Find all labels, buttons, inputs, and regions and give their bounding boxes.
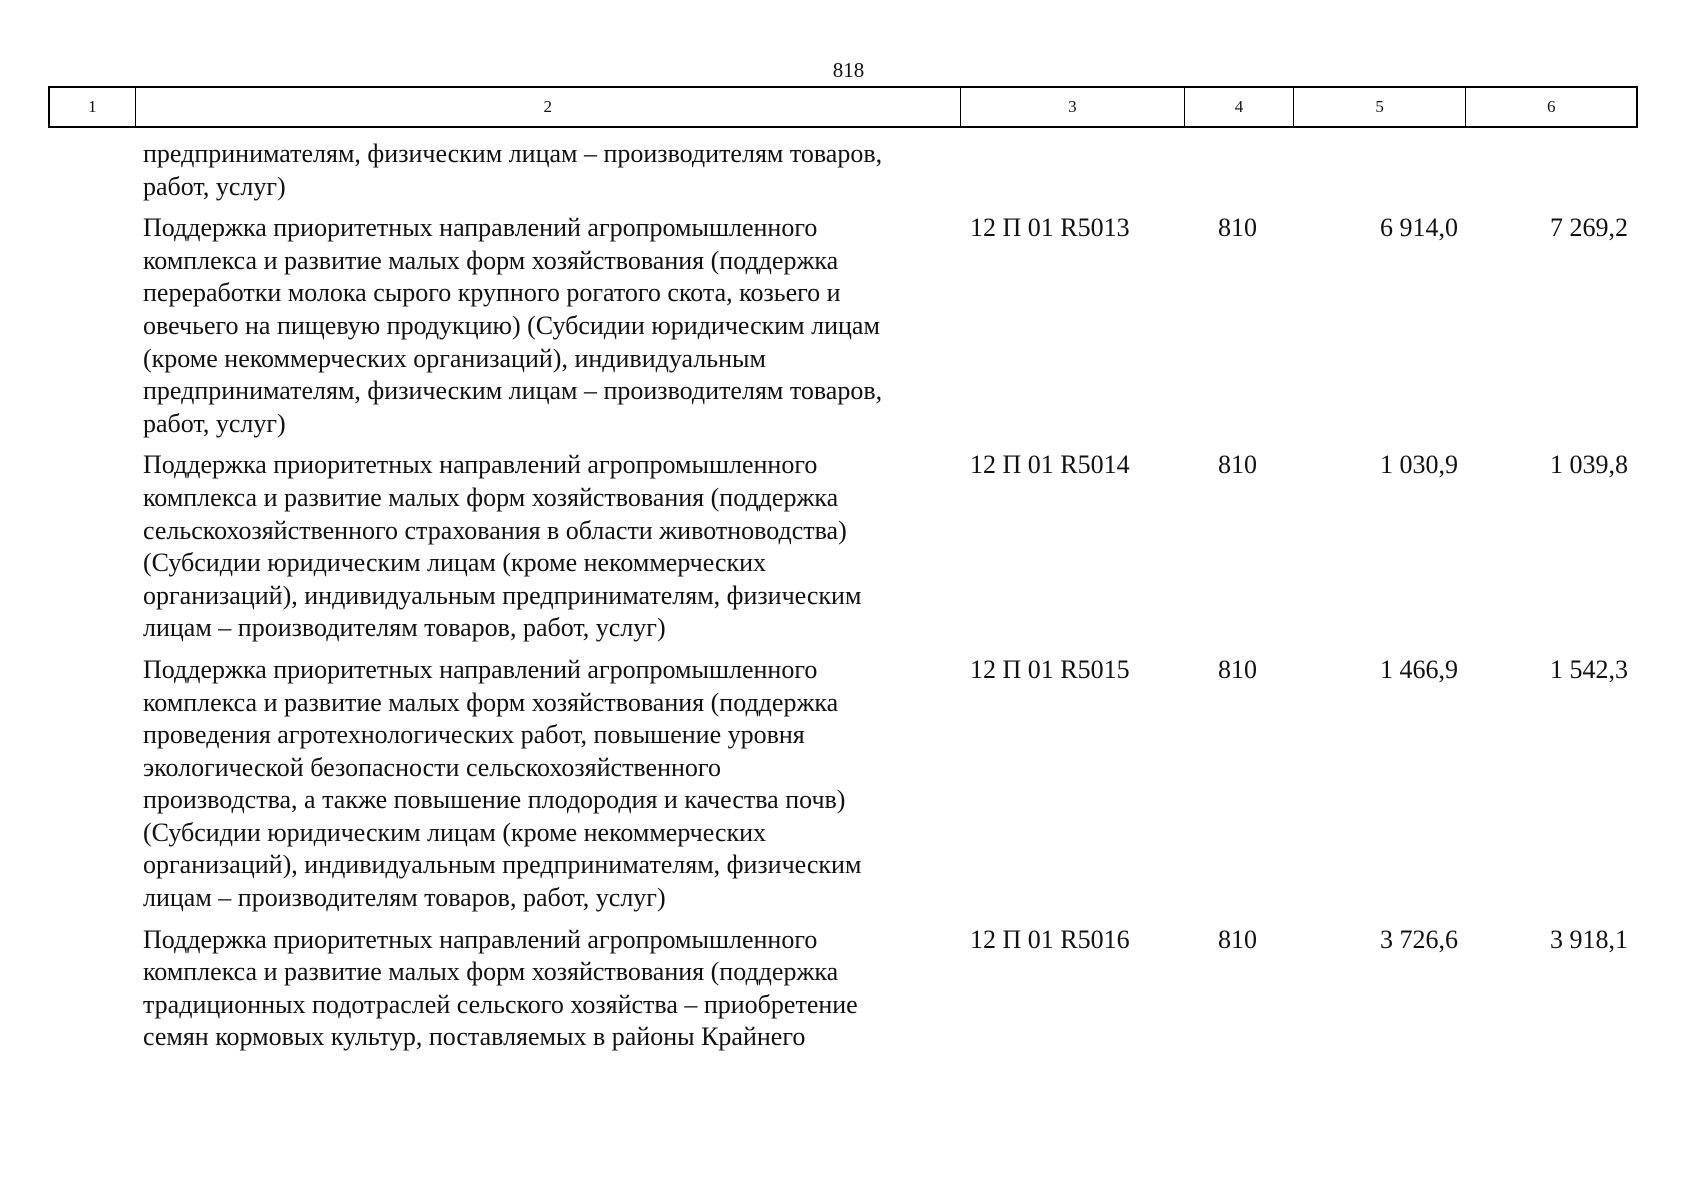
code-cell: 12 П 01 R5016 [970, 924, 1130, 954]
header-col-2: 2 [136, 88, 961, 126]
table-header [48, 86, 1638, 128]
description-cell: Поддержка приоритетных направлений агропромышленного комплекса и развитие малых форм хозяйствования (поддержка сельскохозяйственного страхования в области животноводства) (Субсидии юридическим лицам (кроме некоммерческих организаций), индивидуальным предпринимателям, физическим лицам – производителям товаров, работ, услуг) [143, 450, 862, 643]
value6-cell: 1 542,3 [1550, 654, 1628, 684]
code-cell: 12 П 01 R5013 [970, 213, 1130, 243]
type-cell: 810 [1218, 450, 1257, 480]
table-row [48, 138, 1638, 203]
type-cell [1186, 138, 1295, 203]
header-col-6: 6 [1546, 97, 1556, 116]
value5-cell [1295, 138, 1468, 203]
description-cell: Поддержка приоритетных направлений агропромышленного комплекса и развитие малых форм хозяйствования (поддержка традиционных подотраслей сельского хозяйства – приобретение семян кормовых культур, поставляемых в районы Крайнего [143, 924, 858, 1052]
description-cell: предпринимателям, физическим лицам – производителям товаров, работ, услуг) [143, 139, 883, 201]
value6-cell: 7 269,2 [1550, 213, 1628, 243]
type-cell: 810 [1218, 924, 1257, 954]
value5-cell: 1 466,9 [1380, 654, 1458, 684]
header-col-1: 1 [50, 88, 136, 126]
header-col-5: 5 [1294, 88, 1467, 126]
code-cell: 12 П 01 R5015 [970, 654, 1130, 684]
budget-table [48, 86, 1638, 1063]
value5-cell: 3 726,6 [1380, 924, 1458, 954]
value5-cell: 1 030,9 [1380, 450, 1458, 480]
table-row [48, 212, 1638, 440]
value6-cell [1468, 138, 1638, 203]
page-number: 818 [832, 58, 865, 82]
type-cell: 810 [1218, 213, 1257, 243]
description-cell: Поддержка приоритетных направлений агропромышленного комплекса и развитие малых форм хозяйствования (поддержка переработки молока сырого крупного рогатого скота, козьего и овечьего на пищевую продукцию) (Субсидии юридическим лицам (кроме некоммерческих организаций), индивидуальным предпринимателям, физическим лицам – производителям товаров, работ, услуг) [143, 213, 883, 438]
row-index-cell [48, 449, 134, 645]
value5-cell: 6 914,0 [1380, 213, 1458, 243]
description-cell: Поддержка приоритетных направлений агропромышленного комплекса и развитие малых форм хозяйствования (поддержка проведения агротехнологических работ, повышение уровня экологической безопасности сельскохозяйственного производства, а также повышение плодородия и качества почв) (Субсидии юридическим лицам (кроме некоммерческих организаций), индивидуальным предпринимателям, физическим лицам – производителям товаров, работ, услуг) [143, 654, 862, 913]
value6-cell: 1 039,8 [1550, 450, 1628, 480]
table-row [48, 654, 1638, 915]
row-index-cell [48, 924, 134, 1054]
table-row [48, 924, 1638, 1054]
header-col-3: 3 [961, 88, 1185, 126]
row-index-cell [48, 212, 134, 440]
table-body [48, 138, 1638, 1054]
code-cell [961, 138, 1186, 203]
row-index-cell [48, 138, 134, 203]
table-row [48, 449, 1638, 645]
row-index-cell [48, 654, 134, 915]
value6-cell: 3 918,1 [1550, 924, 1628, 954]
type-cell: 810 [1218, 654, 1257, 684]
header-col-4: 4 [1185, 88, 1294, 126]
code-cell: 12 П 01 R5014 [970, 450, 1130, 480]
